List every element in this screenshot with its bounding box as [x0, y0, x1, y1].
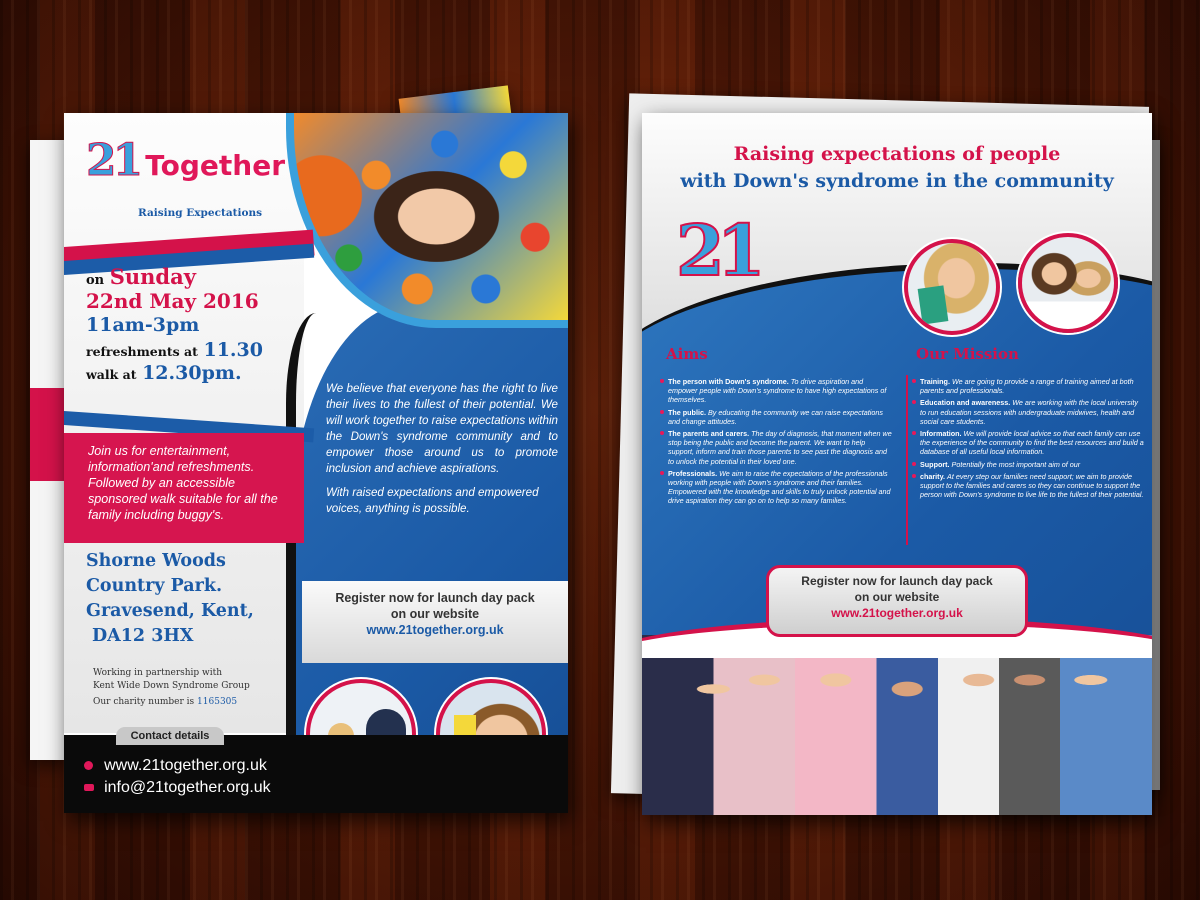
- logo-name: Together: [145, 149, 286, 182]
- mission-paragraph-2: With raised expectations and empowered voices, anything is possible.: [326, 486, 539, 515]
- register-line: on our website: [854, 590, 940, 604]
- venue-address: [86, 549, 254, 649]
- aims-item: The person with Down's syndrome. To drive aspiration and empower people with Down's syndrome to have high expectations of themselves.: [660, 377, 892, 405]
- logo-number: 21: [86, 135, 140, 186]
- walk-label: walk at: [86, 367, 137, 383]
- mission-divider: [906, 375, 908, 545]
- register-line: on our website: [390, 607, 480, 621]
- mission-title: Our Mission: [916, 345, 1019, 363]
- refreshments-label: refreshments at: [86, 344, 198, 360]
- back-flyer: [642, 113, 1152, 815]
- mission-paragraph-1: We believe that everyone has the right to live their lives to the fullest of their potential. We will work together to raise expectations within the Down's syndrome community and to empower those around us to promote inclusion and achieve aspirations.: [326, 382, 558, 475]
- register-banner: [766, 565, 1028, 637]
- aims-title: Aims: [666, 345, 708, 363]
- photo-group-of-children: [642, 635, 1152, 815]
- register-banner: [302, 581, 568, 663]
- mission-list: [912, 377, 1144, 502]
- mission-item: Support. Potentially the most important aim of our: [912, 460, 1144, 469]
- venue-line: DA12 3HX: [92, 626, 194, 646]
- front-flyer: [64, 113, 568, 813]
- aims-list: [660, 377, 892, 509]
- invite-box: [64, 433, 304, 543]
- refreshments-time: 11.30: [203, 339, 263, 362]
- photo-girl-holding-book: [904, 239, 1000, 335]
- register-url[interactable]: www.21together.org.uk: [366, 623, 504, 637]
- headline-line-1: Raising expectations of people: [733, 143, 1061, 165]
- invite-text: Join us for entertainment, information'and refreshments. Followed by an accessible sponsored walk suitable for all the family including buggy's.: [88, 444, 278, 522]
- mission-item: Education and awareness. We are working with the local university to run education sessions with undergraduate midwives, health and social care students.: [912, 398, 1144, 426]
- register-line: Register now for launch day pack: [335, 591, 535, 605]
- headline-line-2: with Down's syndrome in the community: [680, 170, 1114, 192]
- partnership-info: [93, 667, 250, 709]
- event-time: 11am-3pm: [86, 314, 200, 337]
- partnership-line: Working in partnership with: [93, 668, 223, 678]
- photo-two-girls-drawing: [1018, 233, 1118, 333]
- contact-footer: [64, 730, 568, 813]
- aims-item: Professionals. We aim to raise the expectations of the professionals working with people with Down's syndrome and their families. Empowered with the knowledge and skills to truly unlock potential and drive aspiration they can go on to help so many families.: [660, 469, 892, 506]
- logo: [86, 135, 286, 186]
- aims-item: The parents and carers. The day of diagnosis, that moment when we stop being the public and become the parent. We want to help support, inform and train those parents to see past the diagnosis and to unlock the potential in their loved one.: [660, 429, 892, 466]
- mission-item: charity. At every step our families need support; we aim to provide support to the families and carers so they can continue to support the person with Down's syndrome to live life to the fullest of their potential.: [912, 472, 1144, 500]
- venue-line: Gravesend, Kent,: [86, 601, 254, 621]
- partnership-line: Kent Wide Down Syndrome Group: [93, 681, 250, 691]
- venue-line: Country Park.: [86, 576, 223, 596]
- event-date: 22nd May 2016: [86, 289, 259, 314]
- globe-icon: [84, 761, 93, 770]
- contact-email[interactable]: info@21together.org.uk: [104, 778, 271, 796]
- charity-number: 1165305: [197, 697, 238, 707]
- aims-item: The public. By educating the community we can raise expectations and change attitudes.: [660, 408, 892, 426]
- logo-21: 21: [676, 209, 758, 292]
- event-details: [86, 265, 263, 384]
- event-day: Sunday: [109, 264, 196, 289]
- contact-website[interactable]: www.21together.org.uk: [104, 756, 267, 774]
- on-label: on: [86, 273, 105, 288]
- envelope-icon: [84, 784, 94, 791]
- contact-email-row: [84, 777, 271, 797]
- photo-girl-in-ball-pit: [286, 113, 568, 328]
- register-line: Register now for launch day pack: [801, 574, 993, 588]
- logo-tagline: Raising Expectations: [138, 207, 263, 219]
- mission-statement: [326, 381, 558, 517]
- venue-line: Shorne Woods: [86, 551, 226, 571]
- register-url[interactable]: www.21together.org.uk: [831, 606, 963, 620]
- walk-time: 12.30pm.: [142, 362, 242, 385]
- mission-item: Training. We are going to provide a range of training aimed at both parents and professionals.: [912, 377, 1144, 395]
- mission-item: Information. We will provide local advice so that each family can use the experience of the community to find the best resources and build a database of all useful local information.: [912, 429, 1144, 457]
- charity-label: Our charity number is: [93, 697, 195, 707]
- contact-website-row: [84, 755, 267, 775]
- headline: [642, 141, 1152, 195]
- contact-details-tab: Contact details: [116, 727, 224, 745]
